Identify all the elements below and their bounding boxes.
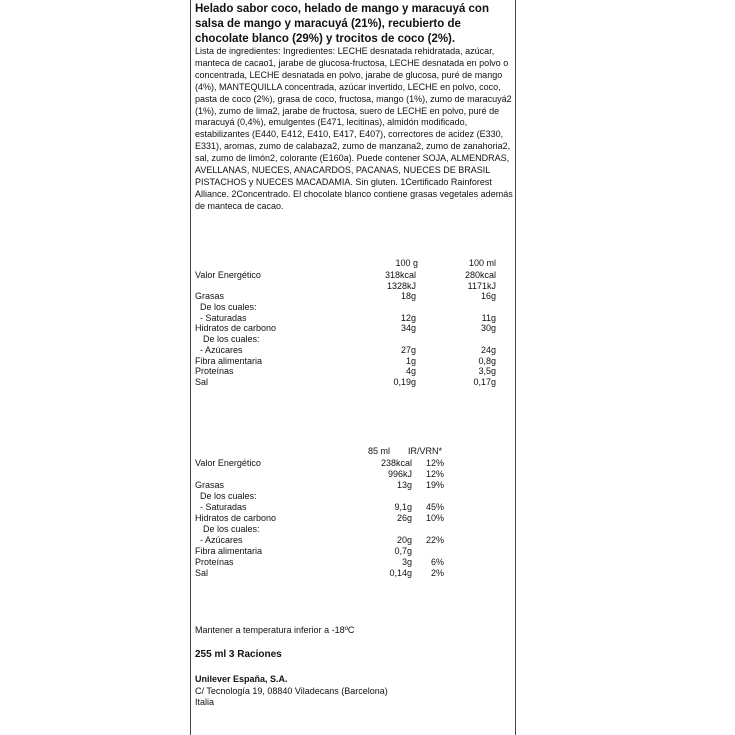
table1-row-label: De los cuales:	[200, 302, 257, 312]
table2-row-label: - Saturadas	[200, 502, 247, 512]
table1-energy-kj-a: 1328kJ	[386, 281, 416, 291]
table1-row-value-a: 34g	[400, 323, 416, 333]
product-title: Helado sabor coco, helado de mango y maracuyá con salsa de mango y maracuyá (21%), recubierto de chocolate blanco (29%) y trocitos de coco (2%).	[195, 3, 489, 45]
table1-energy-kcal-a: 318kcal	[384, 270, 416, 280]
table1-row-value-a: 1g	[405, 356, 416, 366]
table1-row-value-a: 0,19g	[393, 377, 416, 387]
table2-row-value-a: 13g	[396, 480, 412, 490]
table1-energy-kcal-b: 280kcal	[464, 270, 496, 280]
table1-row-label: Sal	[195, 377, 209, 387]
table1-row-value-b: 0,8g	[478, 356, 496, 366]
table2-row-value-b: 22%	[425, 535, 444, 545]
table1-energy-kj-b: 1171kJ	[467, 281, 496, 291]
table2-row-label: Fibra alimentaria	[195, 546, 263, 556]
table1-row-label: Hidratos de carbono	[195, 323, 277, 333]
table2-row-value-b: 2%	[430, 568, 444, 578]
table2-row-label: Hidratos de carbono	[195, 513, 277, 523]
table2-energy-label: Valor Energético	[195, 458, 261, 468]
table2-row-value-a: 20g	[396, 535, 412, 545]
table1-row-value-b: 16g	[480, 291, 496, 301]
table2-row-value-b: 45%	[425, 502, 444, 512]
table2-row-label: - Azúcares	[200, 535, 243, 545]
table1-row-label: De los cuales:	[203, 334, 260, 344]
company-name: Unilever España, S.A.	[195, 674, 288, 684]
table2-header-ir-vrn: IR/VRN*	[408, 446, 443, 456]
table1-row-value-a: 27g	[400, 345, 416, 355]
table1-row-value-b: 24g	[480, 345, 496, 355]
table1-header-100ml: 100 ml	[468, 258, 496, 268]
table1-row-label: Proteínas	[195, 366, 234, 376]
table2-energy-kj-a: 996kJ	[387, 469, 412, 479]
table2-energy-kj-b: 12%	[425, 469, 444, 479]
table1-row-label: Grasas	[195, 291, 225, 301]
table2-energy-kcal-a: 238kcal	[380, 458, 412, 468]
table2-row-label: Sal	[195, 568, 209, 578]
table1-row-label: Fibra alimentaria	[195, 356, 263, 366]
company-address: C/ Tecnología 19, 08840 Viladecans (Barcelona)	[195, 685, 388, 696]
table2-row-value-b: 19%	[425, 480, 444, 490]
ingredients-list: Lista de ingredientes: Ingredientes: LECHE desnatada rehidratada, azúcar, manteca de cacao1, jarabe de glucosa-fructosa, LECHE desnatada en polvo o concentrada, LECHE desnatada en polvo, jarabe de glucosa, puré de mango (4%), MANTEQUILLA concentrada, azúcar invertido, LECHE en polvo, coco, pasta de coco (2%), grasa de coco, fructosa, mango (1%), zumo de maracuyá2 (1%), zumo de lima2, jarabe de fructosa, suero de LECHE en polvo, puré de maracuyá (0,4%), emulgentes (E471, lecitinas), almidón modificado, estabilizantes (E440, E412, E410, E417, E407), correctores de acidez (E330, E331), aromas, zumo de calabaza2, zumo de manzana2, zumo de zanahoria2, sal, zumo de limón2, colorante (E160a). Puede contener SOJA, ALMENDRAS, AVELLANAS, NUECES, ANACARDOS, PACANAS, NUECES DE BRASIL PISTACHOS y NUECES MACADAMIA. Sin gluten. 1Certificado Rainforest Alliance. 2Concentrado. El chocolate blanco contiene grasas vegetales además de manteca de cacao.	[195, 46, 513, 211]
table1-row-label: - Saturadas	[200, 313, 247, 323]
table1-energy-label: Valor Energético	[195, 270, 261, 280]
table2-row-label: Proteínas	[195, 557, 234, 567]
table1-row-value-a: 4g	[405, 366, 416, 376]
table1-row-value-a: 12g	[400, 313, 416, 323]
quantity-portions: 255 ml 3 Raciones	[195, 649, 282, 660]
table2-row-value-a: 0,14g	[389, 568, 412, 578]
table2-energy-kcal-b: 12%	[425, 458, 444, 468]
country-of-origin: Italia	[195, 697, 215, 707]
table1-row-value-b: 11g	[481, 313, 496, 323]
storage-instructions: Mantener a temperatura inferior a -18ºC	[195, 625, 355, 635]
table2-row-label: Grasas	[195, 480, 225, 490]
table2-row-value-a: 26g	[396, 513, 412, 523]
table2-header-85ml: 85 ml	[368, 446, 391, 456]
table1-row-value-b: 30g	[480, 323, 496, 333]
table2-row-value-b: 10%	[425, 513, 444, 523]
table1-row-value-a: 18g	[400, 291, 416, 301]
table2-row-label: De los cuales:	[200, 491, 257, 501]
table1-header-100g: 100 g	[395, 258, 418, 268]
table2-row-value-a: 3g	[401, 557, 412, 567]
table1-row-label: - Azúcares	[200, 345, 243, 355]
table2-row-label: De los cuales:	[203, 524, 260, 534]
company-info	[195, 674, 388, 709]
table1-row-value-b: 3,5g	[478, 366, 496, 376]
table1-row-value-b: 0,17g	[473, 377, 496, 387]
table2-row-value-a: 0,7g	[394, 546, 412, 556]
table2-row-value-a: 9,1g	[394, 502, 412, 512]
table2-row-value-b: 6%	[430, 557, 444, 567]
